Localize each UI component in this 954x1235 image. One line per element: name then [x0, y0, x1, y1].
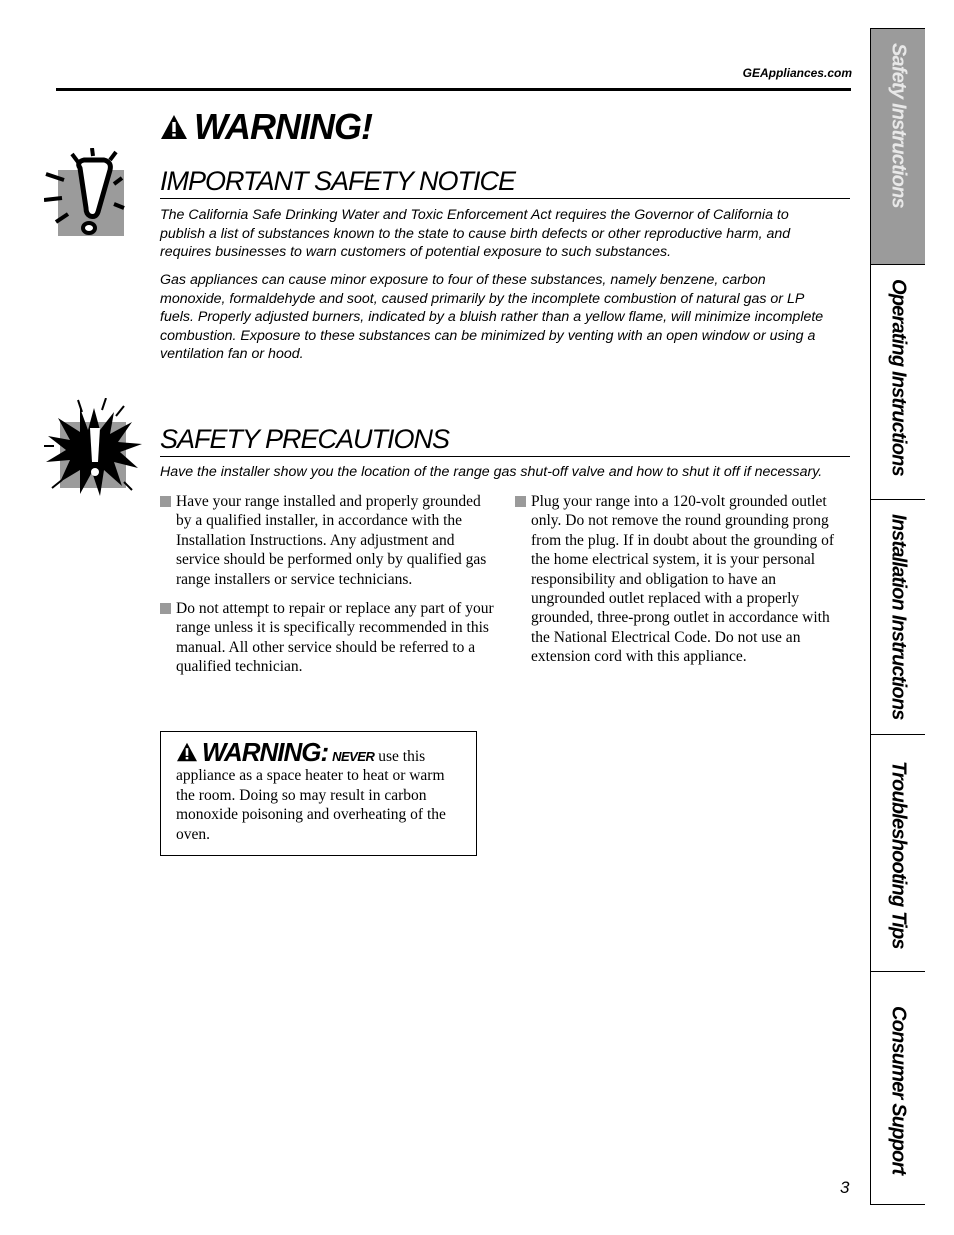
header-rule [56, 88, 851, 91]
list-item-text: Do not attempt to repair or replace any part of your range unless it is specifically recommended in this manual. All other service should be referred to a qualified technician. [176, 600, 494, 676]
precautions-right-column [515, 492, 850, 677]
warning-text: use this appliance as a space heater to heat or warm the room. Doing so may result in carbon monoxide poisoning and overheating of the oven. [176, 748, 446, 843]
notice-paragraph-2: Gas appliances can cause minor exposure to four of these substances, namely benzene, carbon monoxide, formaldehyde and soot, caused primarily by the incomplete combustion of natural gas or LP fuels. Properly adjusted burners, indicated by a bluish rather than a yellow flame, will minimize incomplete combustion. Exposure to these substances can be minimized by venting with an open window or using a ventilation fan or hood. [160, 272, 824, 363]
tab-label: Installation Instructions [887, 514, 910, 720]
square-bullet-icon [515, 496, 526, 507]
tab-consumer-support[interactable] [871, 972, 925, 1205]
square-bullet-icon [160, 603, 171, 614]
list-item [160, 599, 500, 677]
tab-troubleshooting-tips[interactable] [871, 735, 925, 972]
notice-heading: IMPORTANT SAFETY NOTICE [160, 166, 850, 199]
page-number: 3 [840, 1178, 850, 1197]
tab-safety-instructions[interactable] [871, 29, 925, 265]
warning-triangle-icon [176, 742, 198, 762]
tab-operating-instructions[interactable] [871, 265, 925, 500]
notice-paragraph-1: The California Safe Drinking Water and Toxic Enforcement Act requires the Governor of California to publish a list of substances known to the state to cause birth defects or other reproductive harm, and requires businesses to warn customers of potential exposure to such substances. [160, 207, 791, 261]
list-item-text: Have your range installed and properly grounded by a qualified installer, in accordance with the Installation Instructions. Any adjustment and service should be performed only by qualified gas range installers or service technicians. [176, 493, 487, 588]
warning-title-text: WARNING! [194, 106, 372, 147]
never-label: NEVER [332, 749, 375, 764]
list-item-text: Plug your range into a 120-volt grounded outlet only. Do not remove the round grounding prong from the plug. If in doubt about the grounding of the home electrical system, it is your personal responsibility and obligation to have an ungrounded outlet replaced with a properly grounded, three-prong outlet in accordance with the National Electrical Code. Do not use an extension cord with this appliance. [531, 493, 835, 666]
exclamation-burst-icon [44, 398, 144, 503]
square-bullet-icon [160, 496, 171, 507]
precautions-intro: Have the installer show you the location of the range gas shut-off valve and how to shut it off if necessary. [160, 464, 823, 480]
list-item [160, 492, 500, 589]
tab-label: Operating Instructions [887, 279, 910, 476]
section-sidebar [870, 28, 925, 1205]
exclamation-notice-icon [44, 148, 129, 243]
tab-label: Safety Instructions [887, 43, 910, 208]
warning-title [160, 106, 372, 148]
list-item [515, 492, 850, 667]
space-heater-warning-box [160, 731, 477, 856]
tab-installation-instructions[interactable] [871, 500, 925, 735]
warning-triangle-icon [160, 114, 188, 140]
warning-label: WARNING: [201, 737, 329, 767]
site-url[interactable]: GEAppliances.com [742, 66, 852, 80]
tab-label: Troubleshooting Tips [887, 761, 910, 949]
precautions-heading: SAFETY PRECAUTIONS [160, 424, 850, 457]
precautions-left-column [160, 492, 500, 687]
tab-label: Consumer Support [887, 1006, 910, 1175]
